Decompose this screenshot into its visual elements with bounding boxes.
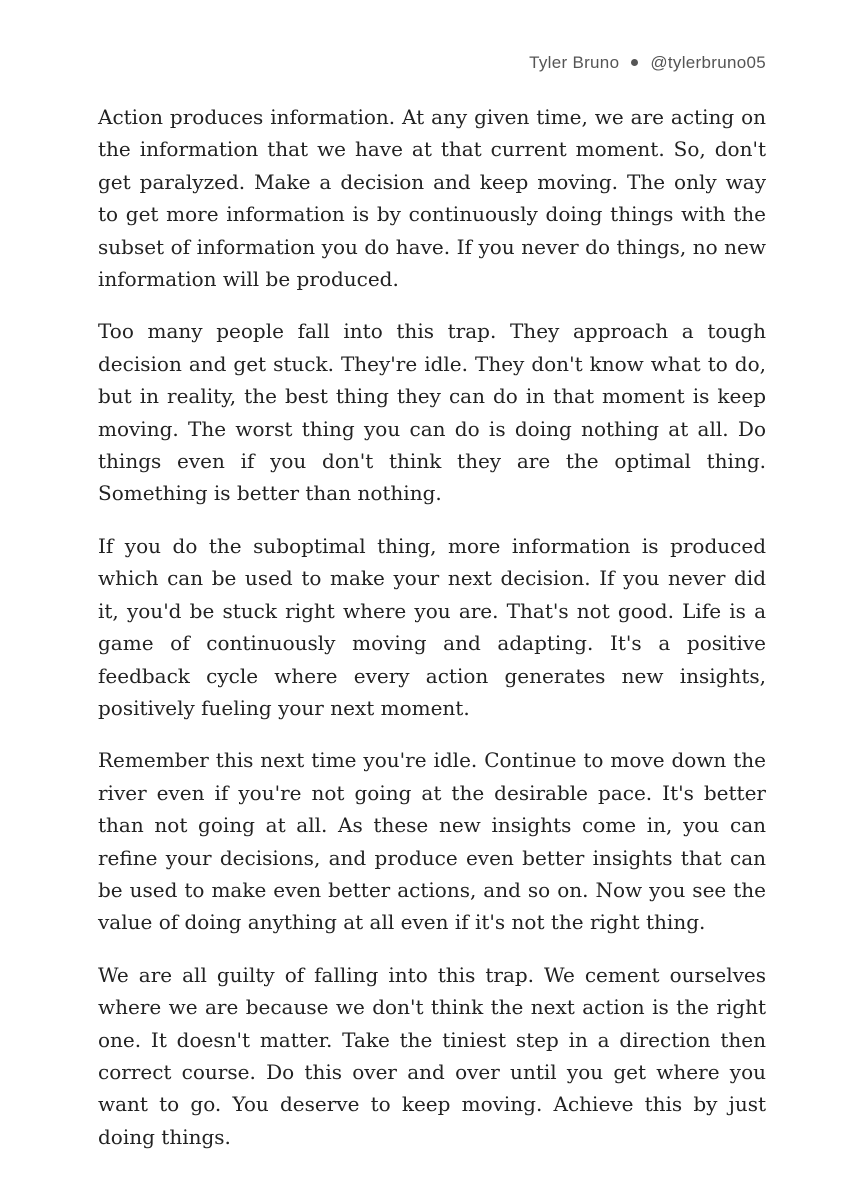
author-header [529,53,766,73]
paragraph: Action produces information. At any given time, we are acting on the information that we have at that current moment. So, don't get paralyzed. Make a decision and keep moving. The only way to get more information is by continuously doing things with the subset of information you do have. If you never do things, no new information will be produced. [98,105,766,292]
separator-dot-icon [631,59,638,66]
paragraph: Remember this next time you're idle. Continue to move down the river even if you're not going at the desirable pace. It's better than not going at all. As these new insights come in, you can refine your decisions, and produce even better insights that can be used to make even better actions, and so on. Now you see the value of doing anything at all even if it's not the right thing. [98,748,766,935]
paragraph: We are all guilty of falling into this trap. We cement ourselves where we are because we don't think the next action is the right one. It doesn't matter. Take the tiniest step in a direction then correct course. Do this over and over until you get where you want to go. You deserve to keep moving. Achieve this by just doing things. [98,962,766,1149]
author-handle: @tylerbruno05 [650,53,766,72]
paragraph: If you do the suboptimal thing, more information is produced which can be used to make your next decision. If you never did it, you'd be stuck right where you are. That's not good. Life is a game of continuously moving and adapting. It's a positive feedback cycle where every action generates new insights, positively fueling your next moment. [98,533,766,720]
paragraph: Too many people fall into this trap. They approach a tough decision and get stuck. They're idle. They don't know what to do, but in reality, the best thing they can do in that moment is keep moving. The worst thing you can do is doing nothing at all. Do things even if you don't think they are the optimal thing. Something is better than nothing. [98,319,766,506]
author-name: Tyler Bruno [529,53,620,72]
article-body [98,101,766,1173]
